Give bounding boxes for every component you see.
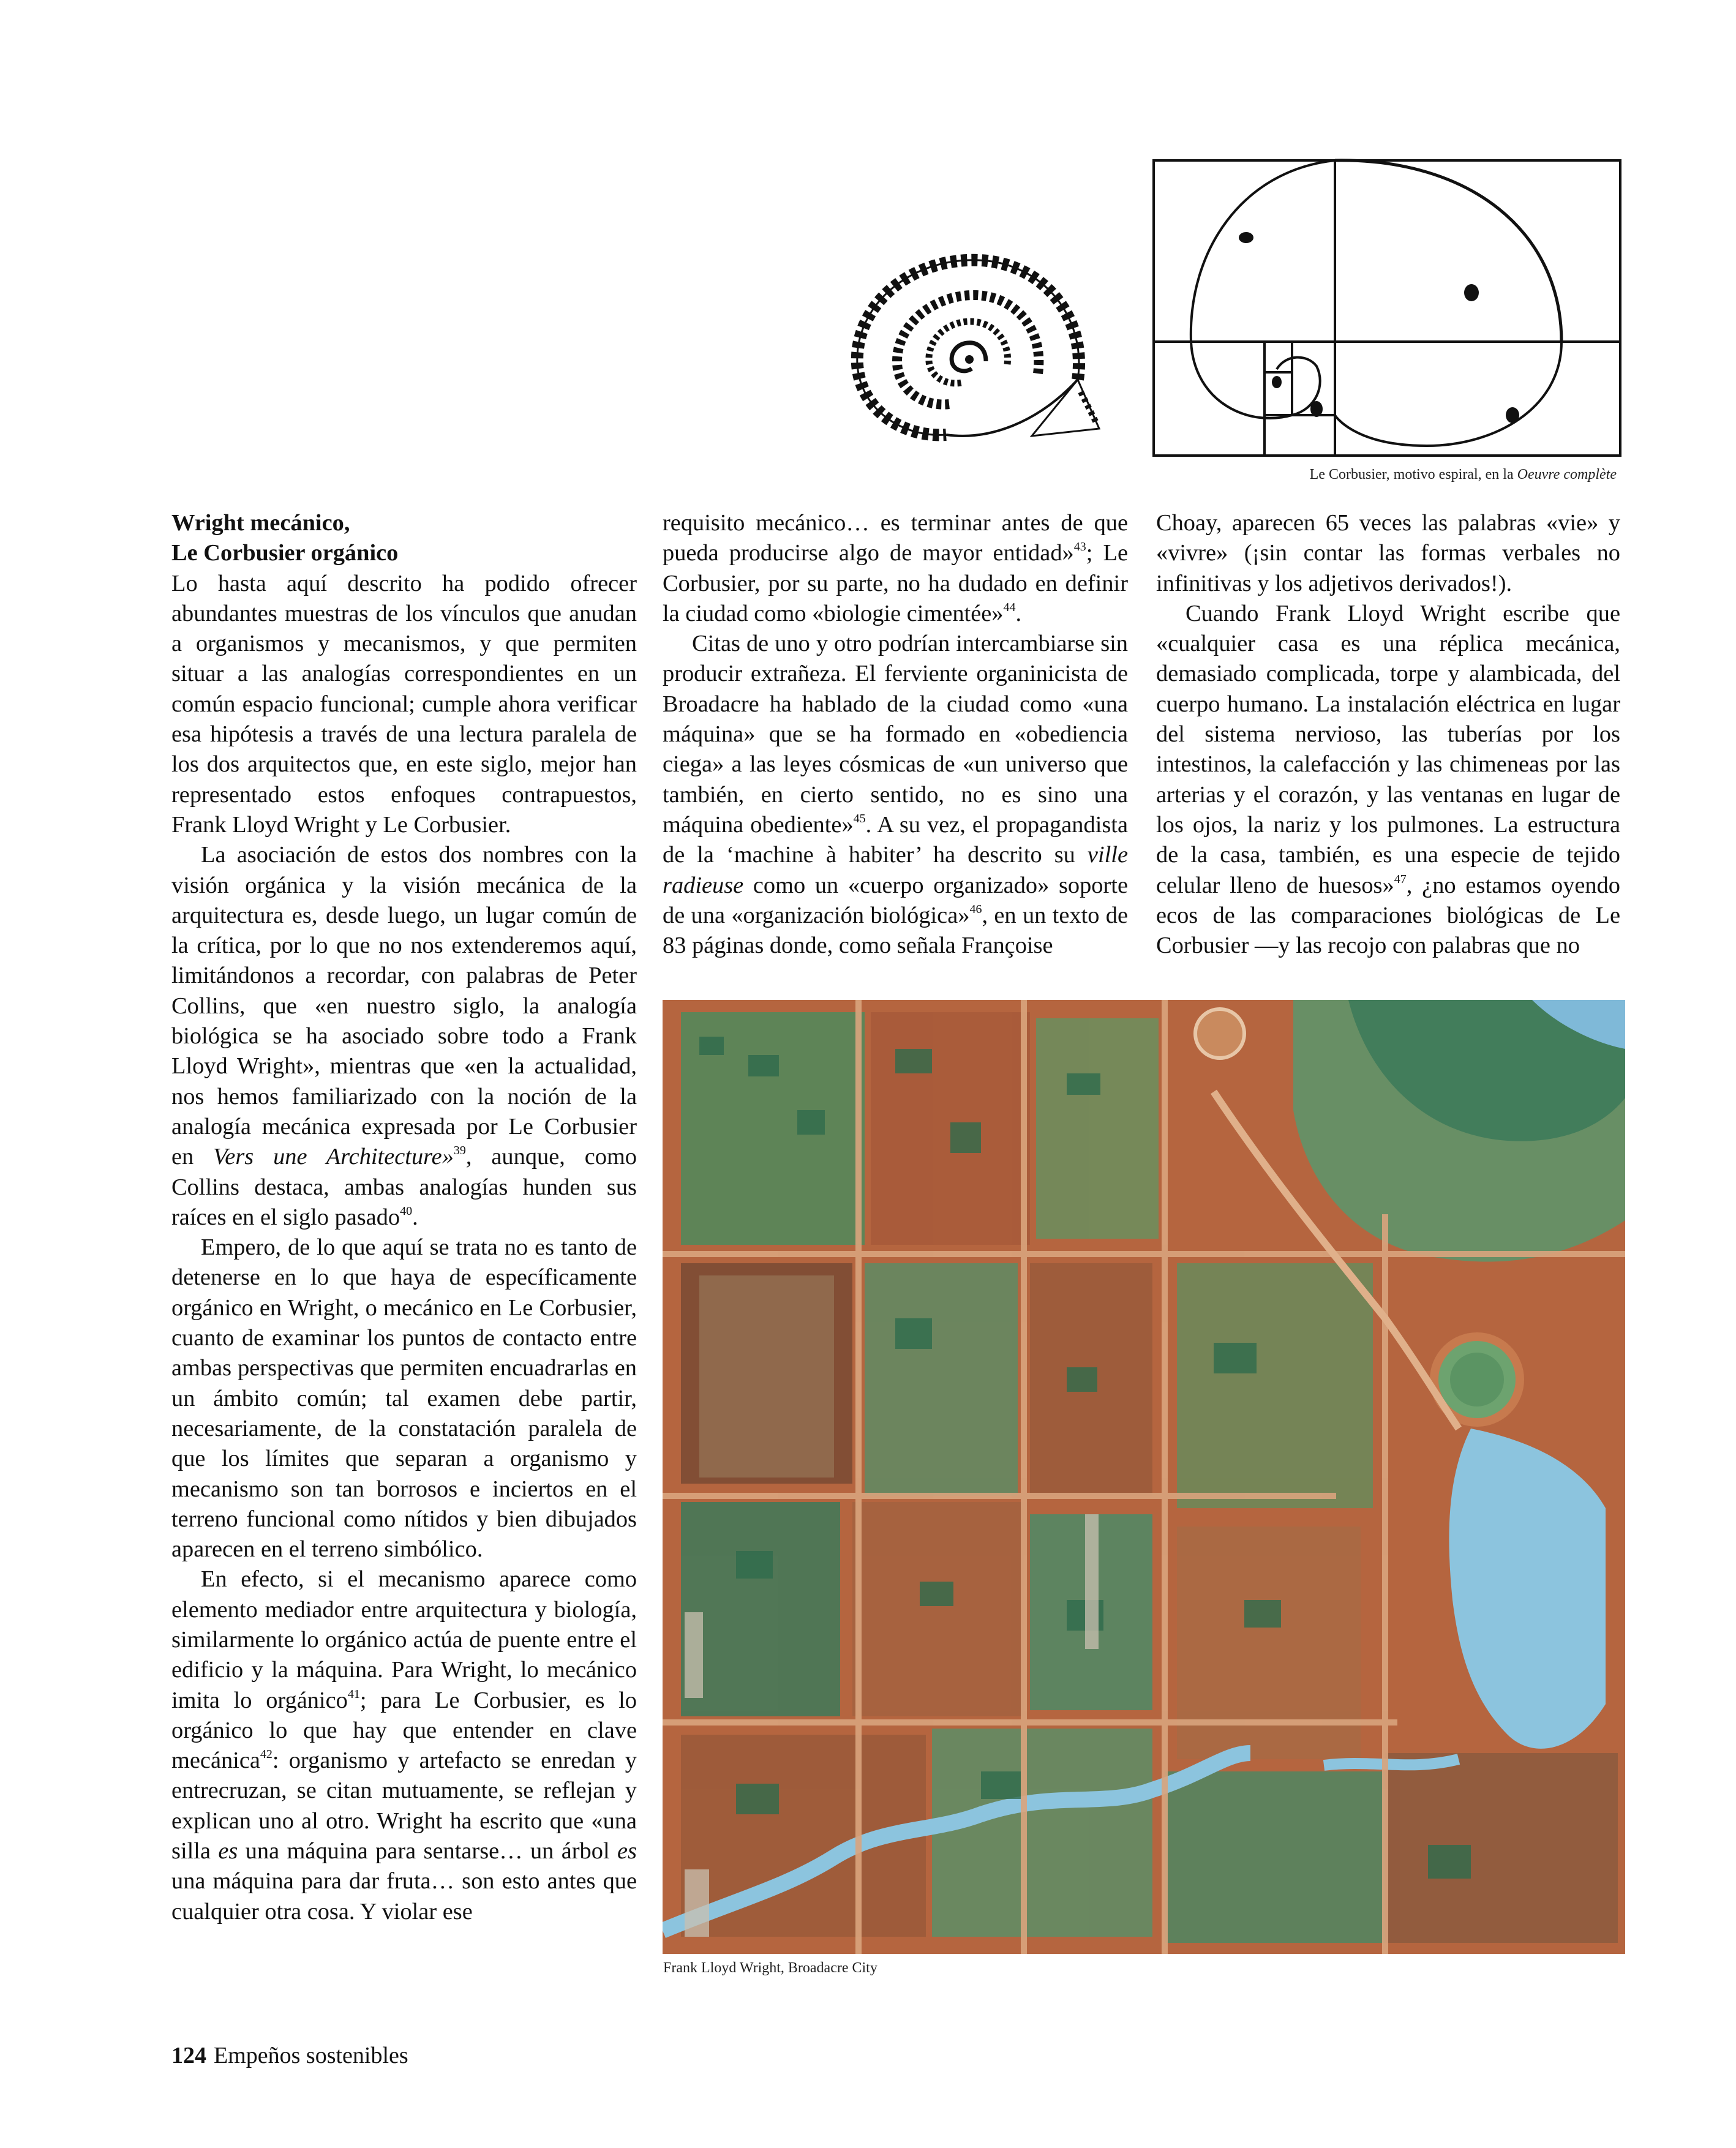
page-number: 124 (171, 2043, 206, 2068)
section-heading: Wright mecánico, Le Corbusier orgánico (171, 510, 399, 566)
spiral-caption: Le Corbusier, motivo espiral, en la Oeuvre complète (1309, 467, 1617, 483)
text-column-1 (171, 508, 637, 1927)
golden-spiral-diagram (1151, 158, 1623, 458)
paragraph: Empero, de lo que aquí se trata no es tanto de detenerse en lo que haya de específicamente orgánico en Wright, o mecánico en Le Corbusier, cuanto de examinar los puntos de contacto entre ambas perspectivas que permiten encuadrarlas en un ámbito común; tal examen debe partir, necesariamente, de la constatación paralela de que los límites que separan a organismo y mecanismo son tan borrosos e inciertos en el terreno funcional como nítidos y bien dibujados aparecen en el terreno simbólico. (171, 1234, 637, 1563)
paragraph: En efecto, si el mecanismo aparece como elemento mediador entre arquitectura y biología, similarmente lo orgánico actúa de puente entre el edificio y la máquina. Para Wright, lo mecánico imita lo orgánico$^{41}$; para Le Corbusier, es lo orgánico lo que hay que entender en clave mecánica$^{42}$: organismo y artefacto se enredan y entrecruzan, se citan mutuamente, se reflejan y explican uno al otro. Wright ha escrito que «una silla es una máquina para sentarse… un árbol es una máquina para dar fruta… son esto antes que cualquier otra cosa. Y violar ese (171, 1566, 637, 1925)
paragraph: Choay, aparecen 65 veces las palabras «vie» y «vivre» (¡sin contar las formas verbales no infinitivas y los adjetivos derivados!). (1156, 510, 1620, 596)
text-column-3 (1156, 508, 1620, 961)
broadacre-city-map (663, 1000, 1625, 1954)
map-caption: Frank Lloyd Wright, Broadacre City (663, 1960, 877, 1976)
paragraph: Citas de uno y otro podrían intercambiarse sin producir extrañeza. El ferviente organinicista de Broadacre ha hablado de la ciudad como «una máquina» que se ha formado en «obediencia ciega» a las leyes cósmicas de «un universo que también, en cierto sentido, no es sino una máquina obediente»$^{45}$. A su vez, el propagandista de la ‘machine à habiter’ ha descrito su ville radieuse como un «cuerpo organizado» soporte de una «organización biológica»$^{46}$, en un texto de 83 páginas donde, como señala Françoise (663, 631, 1129, 959)
ammonite-illustration (836, 239, 1105, 459)
paragraph: Lo hasta aquí descrito ha podido ofrecer abundantes muestras de los vínculos que anudan a organismos y mecanismos, y que permiten situar a las analogías correspondientes en un común espacio funcional; cumple ahora verificar esa hipótesis a través de una lectura paralela de los dos arquitectos que, en este siglo, mejor han representado estos enfoques contrapuestos, Frank Lloyd Wright y Le Corbusier. (171, 570, 637, 838)
section-title: Empeños sostenibles (214, 2043, 408, 2068)
paragraph: La asociación de estos dos nombres con la visión orgánica y la visión mecánica de la arquitectura es, desde luego, un lugar común de la crítica, por lo que no nos extenderemos aquí, limitándonos a recordar, con palabras de Peter Collins, que «en nuestro siglo, la analogía biológica se ha asociado sobre todo a Frank Lloyd Wright», mientras que «en la actualidad, nos hemos familiarizado con la noción de la analogía mecánica expresada por Le Corbusier en Vers une Architecture»$^{39}$, aunque, como Collins destaca, ambas analogías hunden sus raíces en el siglo pasado$^{40}$. (171, 842, 637, 1230)
paragraph: requisito mecánico… es terminar antes de que pueda producirse algo de mayor entidad»$^{43}$; Le Corbusier, por su parte, no ha dudado en definir la ciudad como «biologie cimentée»$^{44}$. (663, 510, 1128, 626)
paragraph: Cuando Frank Lloyd Wright escribe que «cualquier casa es una réplica mecánica, demasiado complicada, torpe y alambicada, del cuerpo humano. La instalación eléctrica en lugar del sistema nervioso, las tuberías por los intestinos, la calefacción y las chimeneas por las arterias y el corazón, y las ventanas en lugar de los ojos, la nariz y los pulmones. La estructura de la casa, también, es una especie de tejido celular lleno de huesos»$^{47}$, ¿no estamos oyendo ecos de las comparaciones biológicas de Le Corbusier —y las recojo con palabras que no (1156, 600, 1620, 959)
text-column-2 (663, 508, 1128, 961)
page-footer (171, 2042, 408, 2069)
